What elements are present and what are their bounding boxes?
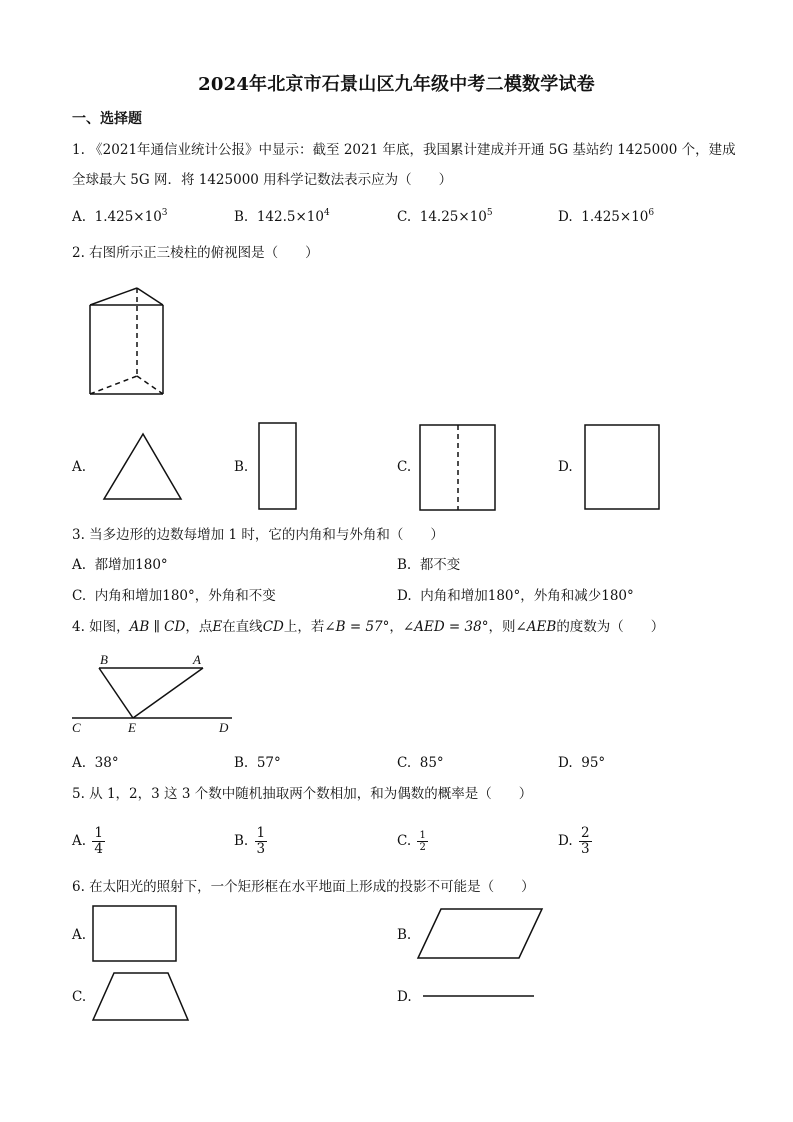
option-exponent: 3: [161, 208, 168, 218]
option-label: A.: [72, 209, 87, 225]
option-text: 都增加180°: [94, 557, 168, 573]
point-label-c: C: [72, 720, 81, 735]
q2-option-b-label[interactable]: B.: [234, 459, 249, 475]
denominator: 4: [94, 841, 103, 857]
option-text: 内角和增加180°，外角和不变: [94, 588, 276, 604]
option-exponent: 6: [648, 208, 655, 218]
q6-stem: 6. 在太阳光的照射下，一个矩形框在水平地面上形成的投影不可能是（ ）: [72, 879, 535, 895]
option-label: D.: [558, 209, 573, 225]
option-text: 38°: [94, 755, 119, 771]
q6-option-a-label[interactable]: A.: [72, 927, 87, 943]
denominator: 3: [256, 841, 266, 857]
option-label: C.: [397, 833, 412, 849]
option-exponent: 5: [486, 208, 493, 218]
numerator: 1: [94, 825, 103, 841]
q4-stem-part: 的度数为（ ）: [556, 619, 665, 635]
option-base: 142.5×10: [256, 209, 324, 225]
q1-stem-line2: 全球最大 5G 网．将 1425000 用科学记数法表示应为（ ）: [72, 172, 453, 188]
option-label: A.: [72, 833, 87, 849]
option-label: A.: [72, 557, 87, 573]
denominator: 2: [419, 842, 426, 853]
q4-stem-part: 4. 如图，: [72, 619, 130, 635]
option-text: 内角和增加180°，外角和减少180°: [420, 588, 634, 604]
numerator: 1: [419, 830, 426, 841]
option-label: B.: [397, 557, 412, 573]
numerator: 2: [580, 825, 590, 841]
q6-option-c-label[interactable]: C.: [72, 989, 87, 1005]
q2-option-a-label[interactable]: A.: [72, 459, 87, 475]
q6-option-d-label[interactable]: D.: [397, 989, 412, 1005]
option-base: 14.25×10: [419, 209, 487, 225]
option-text: 都不变: [419, 557, 461, 573]
q4-stem-part: ，: [389, 619, 403, 635]
option-label: A.: [72, 755, 87, 771]
option-label: D.: [397, 588, 412, 604]
q4-stem-part: 上，若: [283, 619, 325, 635]
point-label-a: A: [193, 652, 201, 667]
q4-stem-math: ∠AED = 38°: [402, 619, 489, 635]
q2-option-c-label[interactable]: C.: [397, 459, 412, 475]
q1-stem-line1: 1. 《2021年通信业统计公报》中显示：截至 2021 年底，我国累计建成并开通 5G 基站约 1425000 个，建成: [72, 142, 736, 158]
option-label: B.: [234, 209, 249, 225]
q3-stem: 3. 当多边形的边数每增加 1 时，它的内角和与外角和（ ）: [72, 527, 444, 543]
q2-stem: 2. 右图所示正三棱柱的俯视图是（ ）: [72, 245, 319, 261]
option-label: B.: [234, 755, 249, 771]
q4-stem-math: CD: [262, 619, 284, 635]
page-title: 2024年北京市石景山区九年级中考二模数学试卷: [198, 74, 595, 95]
q4-stem-math: ∠AEB: [515, 619, 557, 635]
q4-stem-math: AB ∥ CD: [129, 619, 186, 635]
option-text: 57°: [256, 755, 281, 771]
q4-stem-part: 在直线: [222, 619, 263, 635]
section-heading: 一、选择题: [72, 111, 142, 127]
q4-stem-math: E: [212, 619, 223, 635]
option-label: C.: [397, 209, 412, 225]
q2-option-d-label[interactable]: D.: [558, 459, 573, 475]
denominator: 3: [580, 841, 590, 857]
q4-stem-part: ，点: [185, 619, 213, 635]
option-text: 95°: [581, 755, 606, 771]
option-label: C.: [72, 588, 87, 604]
option-base: 1.425×10: [94, 209, 162, 225]
point-label-e: E: [128, 720, 136, 735]
option-label: D.: [558, 833, 573, 849]
point-label-b: B: [100, 652, 108, 667]
option-base: 1.425×10: [581, 209, 649, 225]
q4-stem-math: ∠B = 57°: [324, 619, 390, 635]
option-label: C.: [397, 755, 412, 771]
q5-stem: 5. 从 1，2，3 这 3 个数中随机抽取两个数相加，和为偶数的概率是（ ）: [72, 786, 533, 802]
q6-option-b-label[interactable]: B.: [397, 927, 412, 943]
point-label-d: D: [219, 720, 229, 735]
numerator: 1: [256, 825, 266, 841]
q4-stem-part: ，则: [488, 619, 516, 635]
option-label: B.: [234, 833, 249, 849]
option-text: 85°: [419, 755, 444, 771]
option-label: D.: [558, 755, 573, 771]
option-exponent: 4: [323, 208, 330, 218]
